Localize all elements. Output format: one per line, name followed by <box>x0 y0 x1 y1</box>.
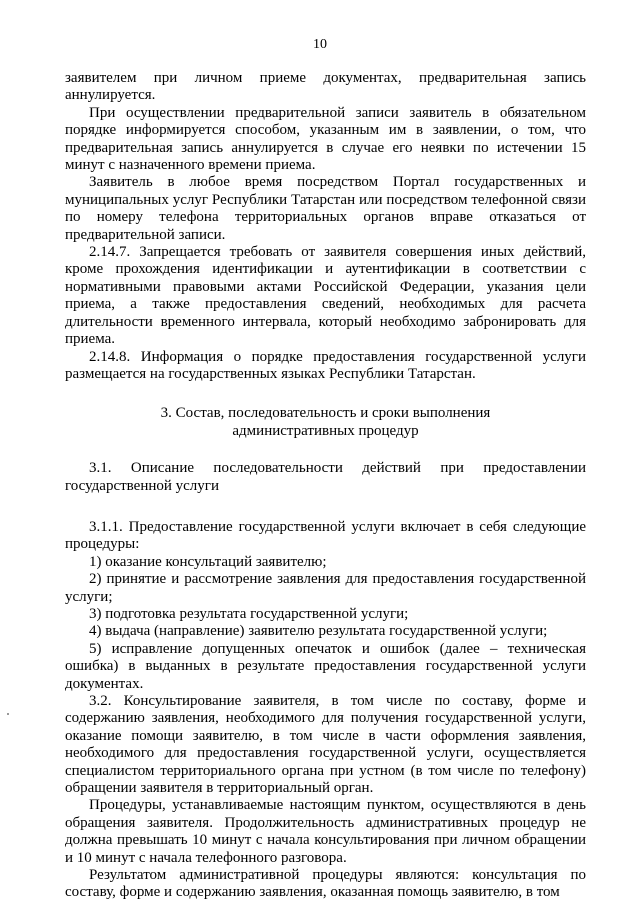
paragraph-2-14-7: 2.14.7. Запрещается требовать от заявителя совершения иных действий, кроме прохождения идентификации и аутентификации в соответствии с нормативными правовыми актами Российской Федерации, указания цели приема, а также предоставления сведений, необходимых для расчета длительности временного интервала, который необходимо забронировать для приема. <box>65 244 586 348</box>
list-item-3: 3) подготовка результата государственной услуги; <box>89 605 409 622</box>
list-item-4: 4) выдача (направление) заявителю результата государственной услуги; <box>89 623 548 640</box>
paragraph-3-1-1: 3.1.1. Предоставление государственной услуги включает в себя следующие процедуры: <box>65 518 586 553</box>
section-heading-line-2: административных процедур <box>232 422 419 439</box>
paragraph-3-2: 3.2. Консультирование заявителя, в том числе по составу, форме и содержанию заявления, необходимого для получения государственной услуги, оказание помощи заявителю, в том числе в части оформления заявления, необходимого для предоставления государственной услуги, осуществляется специалистом территориального органа при устном (в том числе по телефону) обращении заявителя в территориальный орган. <box>65 693 586 797</box>
section-heading-line-1: 3. Состав, последовательность и сроки выполнения <box>160 405 491 422</box>
paragraph-cancel-registration: Заявитель в любое время посредством Портал государственных и муниципальных услуг Республики Татарстан или посредством телефонной связи по номеру телефона территориальных органов вправе отказаться от предварительной записи. <box>65 174 586 243</box>
paragraph-procedures-timing: Процедуры, устанавливаемые настоящим пунктом, осуществляются в день обращения заявителя. Продолжительность административных процедур не должна превышать 10 минут с начала консультирования при личном обращении и 10 минут с начала телефонного разговора. <box>65 797 586 866</box>
paragraph-2-14-8: 2.14.8. Информация о порядке предоставления государственной услуги размещается на государственных языках Республики Татарстан. <box>65 348 586 382</box>
list-item-5: 5) исправление допущенных опечаток и ошибок (далее – техническая ошибка) в выданных в результате предоставления государственной услуги документах. <box>65 640 586 692</box>
paragraph-pre-registration: При осуществлении предварительной записи заявитель в обязательном порядке информируется способом, указанным им в заявлении, о том, что предварительная запись аннулируется в случае его неявки по истечении 15 минут с назначенного времени приема. <box>65 104 586 174</box>
scan-mark <box>7 713 9 715</box>
paragraph-result: Результатом административной процедуры являются: консультация по составу, форме и содержанию заявления, оказанная помощь заявителю, в том <box>65 867 586 901</box>
document-body <box>65 70 586 902</box>
list-item-2: 2) принятие и рассмотрение заявления для предоставления государственной услуги; <box>65 571 586 605</box>
subsection-3-1-heading: 3.1. Описание последовательности действий при предоставлении государственной услуги <box>65 460 586 494</box>
paragraph-continuation: заявителем при личном приеме документах, предварительная запись аннулируется. <box>65 70 586 104</box>
page-number: 10 <box>313 37 327 52</box>
list-item-1: 1) оказание консультаций заявителю; <box>89 553 327 570</box>
